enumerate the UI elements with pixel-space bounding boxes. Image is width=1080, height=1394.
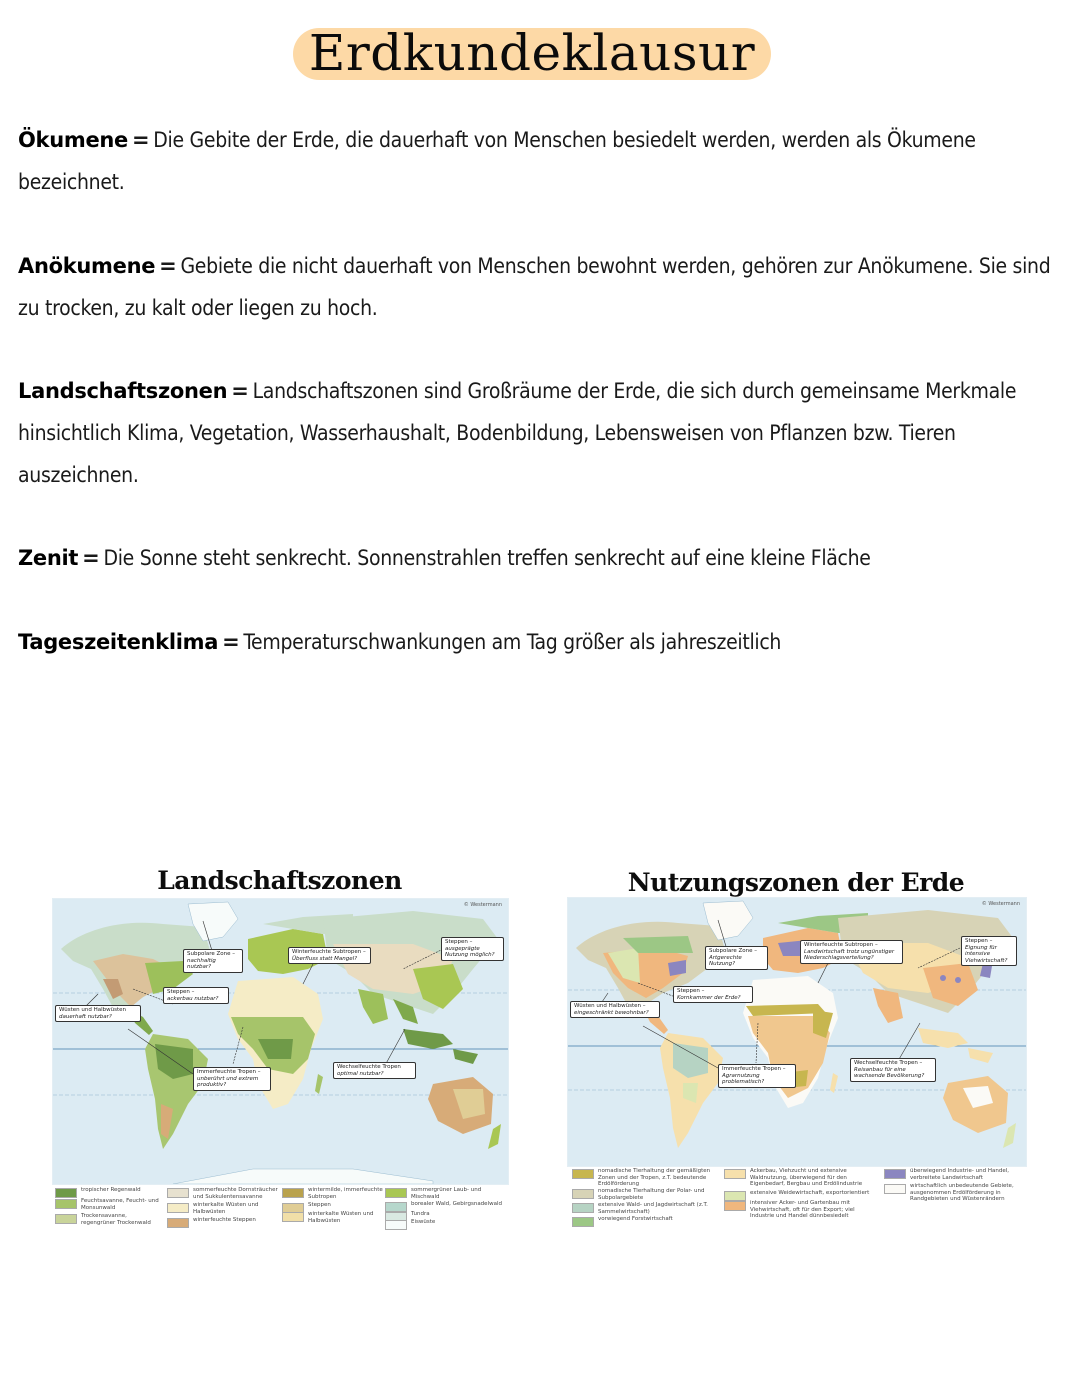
legend-swatch <box>724 1169 746 1179</box>
world-map-vegetation-icon <box>53 899 508 1184</box>
legend-swatch <box>572 1203 594 1213</box>
legend-swatch <box>385 1188 407 1198</box>
page-title: Erdkundeklausur <box>308 24 756 82</box>
legend-item: sommerfeuchte Dornsträucher und Sukkulentensavanne <box>167 1187 279 1200</box>
map-title-nutzungszonen: Nutzungszonen der Erde <box>627 868 965 897</box>
legend-item: tropischer Regenwald <box>55 1187 160 1198</box>
legend-item: intensiver Acker- und Gartenbau mit Viehwirtschaft, oft für den Export; viel Industrie und Handel dünnbesiedelt <box>724 1200 879 1220</box>
map-callout: Wechselfeuchte Tropen optimal nutzbar? <box>333 1062 416 1079</box>
definition-text: Gebiete die nicht dauerhaft von Menschen bewohnt werden, gehören zur Anökumene. Sie sind zu trocken, zu kalt oder liegen zu hoch. <box>18 254 1051 320</box>
map-callout: Winterfeuchte Subtropen – Überfluss statt Mangel? <box>288 947 371 964</box>
legend-swatch <box>167 1188 189 1198</box>
definition-landschaftszonen <box>18 370 1063 496</box>
legend-item: extensive Wald- und Jagdwirtschaft (z.T. Sammelwirtschaft) <box>572 1202 720 1215</box>
legend-item: Tundra <box>385 1211 505 1222</box>
map-callout: Steppen – ackerbau nutzbar? <box>163 987 229 1004</box>
legend-swatch <box>572 1189 594 1199</box>
legend-item: nomadische Tierhaltung der gemäßigten Zonen und der Tropen, z.T. bedeutende Erdölförderung <box>572 1168 720 1188</box>
legend-item: winterkalte Wüsten und Halbwüsten <box>167 1202 279 1215</box>
legend-swatch <box>572 1217 594 1227</box>
legend-swatch <box>55 1188 77 1198</box>
map-callout: Wechselfeuchte Tropen – Reisanbau für eine wachsende Bevölkerung? <box>850 1058 936 1082</box>
legend-swatch <box>167 1218 189 1228</box>
legend-swatch <box>884 1169 906 1179</box>
map-callout: Immerfeuchte Tropen – unberührt und extrem produktiv? <box>193 1067 271 1091</box>
map-callout: Steppen – ausgeprägte Nutzung möglich? <box>441 937 504 961</box>
map-callout: Subpolare Zone – nachhaltig nutzbar? <box>183 949 243 973</box>
map-title-landschaftszonen: Landschaftszonen <box>157 866 402 895</box>
definition-separator: = <box>222 630 240 654</box>
definition-anoekumene <box>18 245 1063 329</box>
definition-term: Zenit <box>18 546 79 570</box>
legend-item: winterfeuchte Steppen <box>167 1217 279 1228</box>
definition-separator: = <box>159 254 177 278</box>
world-map-land-use-icon <box>568 898 1026 1166</box>
definition-separator: = <box>231 379 249 403</box>
definition-term: Ökumene <box>18 128 128 152</box>
map-nutzungszonen <box>567 897 1027 1167</box>
map-copyright: © Westermann <box>981 901 1020 907</box>
legend-item: extensive Weidewirtschaft, exportorientiert <box>724 1190 879 1201</box>
map-legend-nutzungszonen <box>572 1168 1027 1228</box>
legend-swatch <box>55 1214 77 1224</box>
legend-swatch <box>282 1212 304 1222</box>
map-legend-landschaftszonen <box>55 1187 510 1232</box>
definition-text: Temperaturschwankungen am Tag größer als jahreszeitlich <box>243 630 782 654</box>
definition-text: Die Sonne steht senkrecht. Sonnenstrahlen treffen senkrecht auf eine kleine Fläche <box>103 546 871 570</box>
legend-item: wintermilde, immerfeuchte Subtropen <box>282 1187 387 1200</box>
map-copyright: © Westermann <box>463 902 502 908</box>
map-callout: Wüsten und Halbwüsten – eingeschränkt bewohnbar? <box>570 1001 660 1018</box>
legend-swatch <box>282 1188 304 1198</box>
legend-item: Eiswüste <box>385 1219 505 1230</box>
map-callout: Immerfeuchte Tropen – Agrarnutzung problematisch? <box>718 1064 796 1088</box>
legend-item: sommergrüner Laub- und Mischwald <box>385 1187 505 1200</box>
definition-text: Landschaftszonen sind Großräume der Erde, die sich durch gemeinsame Merkmale hinsichtlich Klima, Vegetation, Wasserhaushalt, Bodenbildung, Lebensweisen von Pflanzen bzw. Tieren auszeichnen. <box>18 379 1017 487</box>
definition-zenit <box>18 537 1063 579</box>
map-callout: Subpolare Zone – Artgerechte Nutzung? <box>705 946 768 970</box>
map-callout: Winterfeuchte Subtropen – Landwirtschaft trotz ungünstiger Niederschlagsverteilung? <box>800 940 903 964</box>
legend-swatch <box>724 1201 746 1211</box>
definition-separator: = <box>132 128 150 152</box>
legend-swatch <box>167 1203 189 1213</box>
map-callout: Steppen – Kornkammer der Erde? <box>673 986 753 1003</box>
legend-swatch <box>385 1220 407 1230</box>
map-callout: Steppen – Eignung für intensive Viehwirtschaft? <box>961 936 1017 966</box>
legend-swatch <box>55 1199 77 1209</box>
definition-tageszeitenklima <box>18 621 1063 663</box>
map-callout: Wüsten und Halbwüsten dauerhaft nutzbar? <box>55 1005 141 1022</box>
definition-text: Die Gebite der Erde, die dauerhaft von Menschen besiedelt werden, werden als Ökumene bezeichnet. <box>18 128 976 194</box>
definition-term: Landschaftszonen <box>18 379 228 403</box>
definition-oekumene <box>18 119 1063 203</box>
legend-item: wirtschaftlich unbedeutende Gebiete, ausgenommen Erdölförderung in Randgebieten und Wüstenrändern <box>884 1183 1029 1203</box>
map-landschaftszonen <box>52 898 509 1185</box>
legend-swatch <box>884 1184 906 1194</box>
legend-item: Trockensavanne, regengrüner Trockenwald <box>55 1213 160 1226</box>
legend-item: Feuchtsavanne, Feucht- und Monsunwald <box>55 1198 160 1211</box>
legend-item: winterkalte Wüsten und Halbwüsten <box>282 1211 387 1224</box>
definition-term: Tageszeitenklima <box>18 630 219 654</box>
legend-item: borealer Wald, Gebirgsnadelwald <box>385 1201 505 1212</box>
definition-term: Anökumene <box>18 254 156 278</box>
definition-separator: = <box>82 546 100 570</box>
legend-item: vorwiegend Forstwirtschaft <box>572 1216 720 1227</box>
legend-item: überwiegend Industrie- und Handel, verbreitete Landwirtschaft <box>884 1168 1029 1181</box>
legend-item: nomadische Tierhaltung der Polar- und Subpolargebiete <box>572 1188 720 1201</box>
legend-item: Ackerbau, Viehzucht und extensive Waldnutzung, überwiegend für den Eigenbedarf, Bergbau und Erdölindustrie <box>724 1168 879 1188</box>
legend-item: Steppen <box>282 1202 387 1213</box>
legend-swatch <box>572 1169 594 1179</box>
